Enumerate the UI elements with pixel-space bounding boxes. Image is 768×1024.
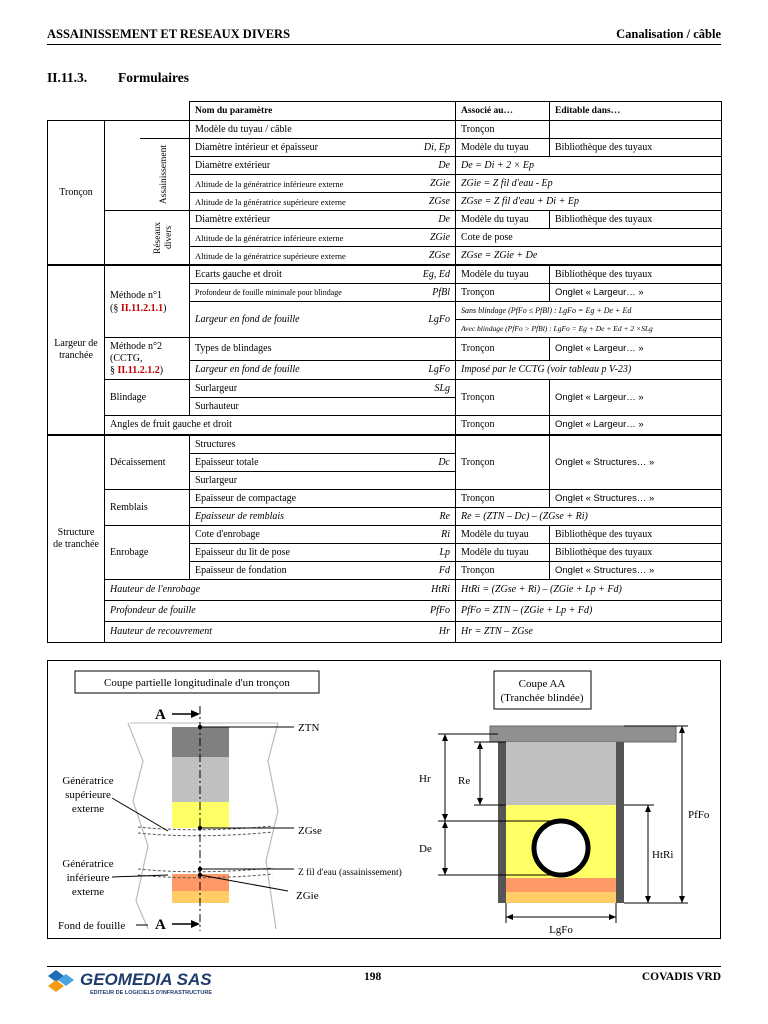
label-ztn: ZTN xyxy=(298,722,320,734)
param-name: Profondeur de fouille minimale pour blindage xyxy=(195,287,342,297)
param-edit: Bibliothèque des tuyaux xyxy=(550,265,722,284)
group-largeur-label: Largeur de tranchée xyxy=(54,338,98,361)
footer-divider xyxy=(47,966,721,967)
pipe-top-line-2 xyxy=(138,832,273,836)
subgroup-reseaux: Réseaux divers xyxy=(153,221,175,254)
param-assoc: Modèle du tuyau xyxy=(456,544,550,562)
logo-subtext: EDITEUR DE LOGICIELS D'INFRASTRUCTURE xyxy=(90,990,213,996)
param-name: Altitude de la génératrice inférieure externe xyxy=(195,232,344,243)
label-htri: HtRi xyxy=(652,849,674,861)
arrowhead-bottom xyxy=(191,920,200,928)
product-name: COVADIS VRD xyxy=(641,971,721,983)
label-hr: Hr xyxy=(419,773,431,785)
col-header-assoc: Associé au… xyxy=(456,102,550,121)
re-arrow-top xyxy=(477,742,483,749)
param-symbol: PfBl xyxy=(432,286,450,298)
param-assoc: Tronçon xyxy=(456,121,550,139)
param-assoc: Tronçon xyxy=(456,490,550,508)
param-symbol: Fd xyxy=(438,564,450,576)
col-header-param: Nom du paramètre xyxy=(190,102,456,121)
param-assoc: Tronçon xyxy=(456,562,550,580)
param-assoc: Re = (ZTN – Dc) – (ZGse + Ri) xyxy=(456,508,722,526)
param-name: Modèle du tuyau / câble xyxy=(190,121,456,139)
hr-arrow-bottom xyxy=(442,814,448,821)
param-symbol: SLg xyxy=(434,382,450,394)
param-symbol: ZGse xyxy=(428,249,450,261)
col-header-edit: Editable dans… xyxy=(550,102,722,121)
param-name: Diamètre extérieur xyxy=(195,159,271,171)
label-zgse: ZGse xyxy=(298,825,322,837)
param-name: Altitude de la génératrice supérieure externe xyxy=(195,196,346,207)
pffo-arrow-bottom xyxy=(679,896,685,903)
table-row xyxy=(48,121,722,139)
method-2-ref-link[interactable]: II.11.2.1.2 xyxy=(117,364,160,376)
soil-edge-left xyxy=(128,723,148,929)
param-assoc: Cote de pose xyxy=(456,229,722,247)
param-assoc: ZGse = Z fil d'eau + Di + Ep xyxy=(456,193,722,211)
label-re: Re xyxy=(458,775,471,787)
param-name: Surhauteur xyxy=(190,398,456,416)
param-symbol: LgFo xyxy=(428,364,450,375)
table-row xyxy=(48,416,722,436)
param-name: Structures xyxy=(190,435,456,454)
shoring-right xyxy=(616,742,624,903)
param-symbol: Di, Ep xyxy=(423,141,450,153)
method-2 xyxy=(105,338,190,380)
param-name: Epaisseur de fondation xyxy=(195,564,287,576)
geomedia-logo xyxy=(46,968,276,996)
label-zgie: ZGie xyxy=(296,890,319,902)
table-row xyxy=(48,580,722,601)
top-slab xyxy=(490,726,676,742)
header-left: ASSAINISSEMENT ET RESEAUX DIVERS xyxy=(47,27,291,41)
lgfo-arrow-right xyxy=(609,914,616,920)
section-number: II.11.3. xyxy=(47,70,88,85)
label-fond: Fond de fouille xyxy=(58,920,126,932)
param-name: Ecarts gauche et droit xyxy=(195,268,282,280)
section-mark-top: A xyxy=(155,707,166,723)
param-symbol: ZGie xyxy=(430,177,450,189)
method-1-open: (§ xyxy=(110,302,121,314)
section-mark-bottom: A xyxy=(155,917,166,933)
param-assoc: Tronçon xyxy=(456,416,550,436)
param-symbol: Re xyxy=(439,510,450,522)
formula-without-shoring: Sans blindage (PfFo ≤ PfBl) : LgFo = Eg + De + Ed xyxy=(456,302,721,320)
method-2-label: Méthode n°2 xyxy=(110,340,163,352)
param-edit: Onglet « Largeur… » xyxy=(550,284,722,302)
param-assoc: Modèle du tuyau xyxy=(456,211,550,229)
param-symbol: De xyxy=(438,213,450,225)
param-assoc: HtRi = (ZGse + Ri) – (ZGie + Lp + Fd) xyxy=(456,580,722,601)
param-symbol: Dc xyxy=(438,456,450,468)
table-row xyxy=(48,490,722,508)
gen-sup-leader xyxy=(112,798,168,831)
subgroup-enrobage: Enrobage xyxy=(105,526,190,580)
param-edit: Bibliothèque des tuyaux xyxy=(550,211,722,229)
param-symbol: De xyxy=(438,159,450,171)
table-row xyxy=(48,435,722,454)
param-name: Epaisseur de remblais xyxy=(195,510,285,522)
label-gen-sup-1: Génératrice xyxy=(62,775,114,787)
param-name: Largeur en fond de fouille xyxy=(195,364,300,375)
method-1-close: ) xyxy=(163,302,167,314)
param-symbol: Ri xyxy=(441,528,450,540)
method-2-open: § xyxy=(110,364,118,376)
pffo-arrow-top xyxy=(679,726,685,733)
subgroup-blindage: Blindage xyxy=(105,380,190,416)
right-title-line2: (Tranchée blindée) xyxy=(500,692,584,704)
param-edit: Bibliothèque des tuyaux xyxy=(550,544,722,562)
page-header xyxy=(47,27,721,43)
left-title: Coupe partielle longitudinale d'un tronçon xyxy=(104,677,290,689)
table-row xyxy=(48,622,722,643)
group-structure-label: Structure de tranchée xyxy=(53,527,99,550)
param-symbol: HtRi xyxy=(431,584,450,595)
subgroup-assainissement: Assainissement xyxy=(158,144,169,205)
foundation xyxy=(506,892,616,903)
section-heading xyxy=(47,70,189,86)
section-title: Formulaires xyxy=(118,70,189,85)
label-lgfo: LgFo xyxy=(549,924,573,936)
label-zfil: Z fil d'eau (assainissement) xyxy=(298,868,402,878)
label-gen-inf-2: inférieure xyxy=(66,872,110,884)
trench-diagram xyxy=(48,661,722,940)
group-troncon: Tronçon xyxy=(48,121,105,266)
param-assoc: Tronçon xyxy=(456,435,550,490)
param-assoc: Modèle du tuyau xyxy=(456,526,550,544)
param-name: Hauteur de recouvrement xyxy=(110,626,213,637)
pipe-circle xyxy=(534,821,588,875)
param-name: Types de blindages xyxy=(190,338,456,361)
figure-box xyxy=(47,660,721,939)
param-edit: Onglet « Largeur… » xyxy=(550,416,722,436)
param-name: Diamètre extérieur xyxy=(195,213,271,225)
de-arrow-top xyxy=(442,821,448,828)
label-gen-inf-1: Génératrice xyxy=(62,858,114,870)
param-name: Altitude de la génératrice inférieure externe xyxy=(195,178,344,189)
method-1-label: Méthode n°1 xyxy=(110,289,163,301)
param-name: Hauteur de l'enrobage xyxy=(110,584,201,595)
param-edit: Onglet « Structures… » xyxy=(550,435,722,490)
param-symbol: Eg, Ed xyxy=(422,268,450,280)
logo-text: GEOMEDIA SAS xyxy=(80,970,212,989)
table-row xyxy=(48,139,722,157)
param-assoc: Modèle du tuyau xyxy=(456,139,550,157)
param-name: Diamètre intérieur et épaisseur xyxy=(195,141,318,153)
table-row xyxy=(48,601,722,622)
parameters-table xyxy=(47,101,722,643)
header-divider xyxy=(47,44,721,45)
htri-arrow-top xyxy=(645,805,651,812)
param-name: Surlargeur xyxy=(190,472,456,490)
param-assoc: Modèle du tuyau xyxy=(456,265,550,284)
param-edit: Onglet « Largeur… » xyxy=(550,380,722,416)
htri-arrow-bottom xyxy=(645,896,651,903)
lgfo-arrow-left xyxy=(506,914,513,920)
param-symbol: ZGse xyxy=(428,195,450,207)
right-title-line1: Coupe AA xyxy=(518,678,566,690)
bedding xyxy=(506,878,616,892)
method-1-ref-link[interactable]: II.11.2.1.1 xyxy=(120,302,164,314)
param-assoc: Tronçon xyxy=(456,284,550,302)
formula-with-shoring: Avec blindage (PfFo > PfBl) : LgFo = Eg + De + Ed + 2 ×SLg xyxy=(461,324,653,333)
param-symbol: ZGie xyxy=(430,231,450,243)
param-edit: Onglet « Structures… » xyxy=(550,562,722,580)
param-assoc: Imposé par le CCTG (voir tableau p V-23) xyxy=(456,361,722,380)
param-edit: Bibliothèque des tuyaux xyxy=(550,526,722,544)
param-symbol: Lp xyxy=(439,546,450,558)
label-gen-sup-3: externe xyxy=(71,803,105,815)
param-name: Cote d'enrobage xyxy=(195,528,260,540)
param-name: Epaisseur de compactage xyxy=(190,490,456,508)
param-name: Altitude de la génératrice supérieure externe xyxy=(195,250,346,261)
de-arrow-bottom xyxy=(442,868,448,875)
param-name: Angles de fruit gauche et droit xyxy=(105,416,456,436)
group-largeur xyxy=(48,265,105,435)
label-de: De xyxy=(419,843,432,855)
param-assoc: Hr = ZTN – ZGse xyxy=(456,622,722,643)
group-structure xyxy=(48,435,105,643)
table-row xyxy=(48,338,722,361)
param-symbol: PfFo xyxy=(430,605,450,616)
shoring-left xyxy=(498,742,506,903)
hr-arrow-top xyxy=(442,734,448,741)
param-assoc: ZGie = Z fil d'eau - Ep xyxy=(456,175,722,193)
table-row xyxy=(48,526,722,544)
param-assoc: PfFo = ZTN – (ZGie + Lp + Fd) xyxy=(456,601,722,622)
subgroup-decaissement: Décaissement xyxy=(105,435,190,490)
label-gen-inf-3: externe xyxy=(71,886,105,898)
param-name: Epaisseur du lit de pose xyxy=(195,546,290,558)
label-pffo: PfFo xyxy=(688,809,710,821)
param-name: Profondeur de fouille xyxy=(110,605,196,616)
param-assoc: Tronçon xyxy=(456,380,550,416)
param-name: Surlargeur xyxy=(195,382,238,394)
param-assoc: Tronçon xyxy=(456,338,550,361)
table-row xyxy=(48,211,722,229)
method-2-close: ) xyxy=(159,364,164,376)
param-name: Largeur en fond de fouille xyxy=(195,313,300,325)
table-row xyxy=(48,265,722,284)
param-symbol: LgFo xyxy=(428,313,450,325)
method-1 xyxy=(105,265,190,338)
param-assoc: De = Di + 2 × Ep xyxy=(456,157,722,175)
re-arrow-bottom xyxy=(477,798,483,805)
arrowhead-top xyxy=(191,710,200,718)
label-gen-sup-2: supérieure xyxy=(65,789,111,801)
param-assoc: ZGse = ZGie + De xyxy=(456,247,722,266)
table-header-row xyxy=(48,102,722,121)
page-number: 198 xyxy=(364,971,382,983)
param-edit: Onglet « Largeur… » xyxy=(550,338,722,361)
backfill xyxy=(506,742,616,805)
subgroup-remblais: Remblais xyxy=(105,490,190,526)
layer-backfill xyxy=(172,757,229,802)
header-right: Canalisation / câble xyxy=(616,27,721,41)
param-edit: Onglet « Structures… » xyxy=(550,490,722,508)
table-row xyxy=(48,380,722,398)
param-edit: Bibliothèque des tuyaux xyxy=(550,139,722,157)
param-name: Epaisseur totale xyxy=(195,456,259,468)
param-symbol: Hr xyxy=(438,626,450,637)
method-2-cctg: (CCTG, xyxy=(110,352,143,364)
